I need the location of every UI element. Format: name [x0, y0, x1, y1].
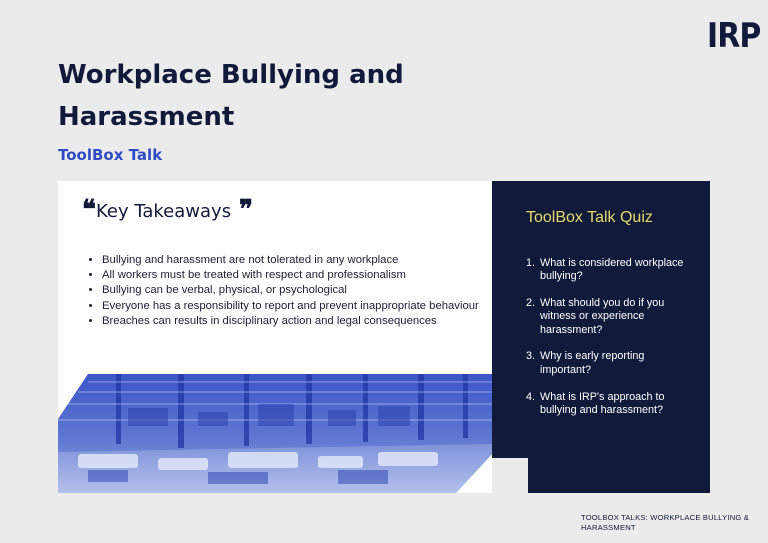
page-subtitle: ToolBox Talk	[58, 146, 163, 164]
close-quote-icon: ❞	[239, 195, 253, 225]
quiz-question	[526, 391, 696, 418]
takeaway-item: • Bullying and harassment are not tolerated in any workplace	[102, 253, 492, 268]
takeaway-item: • All workers must be treated with respect and professionalism	[102, 268, 492, 283]
question-text: What should you do if you witness or experience harassment?	[540, 297, 665, 336]
question-number: 1.	[526, 257, 536, 269]
quiz-question	[526, 350, 696, 377]
takeaways-list	[88, 253, 492, 329]
takeaway-item: • Everyone has a responsibility to report and prevent inappropriate behaviour	[102, 299, 492, 314]
key-takeaways-card	[58, 181, 492, 493]
question-number: 3.	[526, 350, 536, 363]
open-quote-icon: ❝	[82, 195, 96, 225]
question-number: 2.	[526, 297, 536, 310]
quiz-question	[526, 257, 696, 284]
question-text: What is IRP's approach to bullying and harassment?	[540, 390, 665, 416]
page-title: Workplace Bullying and Harassment	[58, 60, 404, 132]
takeaway-item: • Breaches can results in disciplinary action and legal consequences	[102, 314, 492, 329]
key-takeaways-heading: Key Takeaways	[96, 201, 232, 222]
question-text: What is considered workplace bullying?	[540, 257, 684, 283]
quiz-questions-list	[526, 257, 696, 431]
quiz-heading: ToolBox Talk Quiz	[526, 209, 653, 226]
quiz-corner-cutout	[492, 458, 528, 493]
question-text: Why is early reporting important?	[540, 350, 645, 376]
takeaway-item: • Bullying can be verbal, physical, or psychological	[102, 283, 492, 298]
irp-logo: IRP	[707, 16, 761, 56]
question-number: 4.	[526, 390, 536, 403]
quiz-panel	[492, 181, 710, 493]
quiz-question	[526, 297, 696, 337]
footer-label: TOOLBOX TALKS: WORKPLACE BULLYING & HARASSMENT	[581, 513, 750, 532]
factory-floor-image	[58, 374, 492, 493]
